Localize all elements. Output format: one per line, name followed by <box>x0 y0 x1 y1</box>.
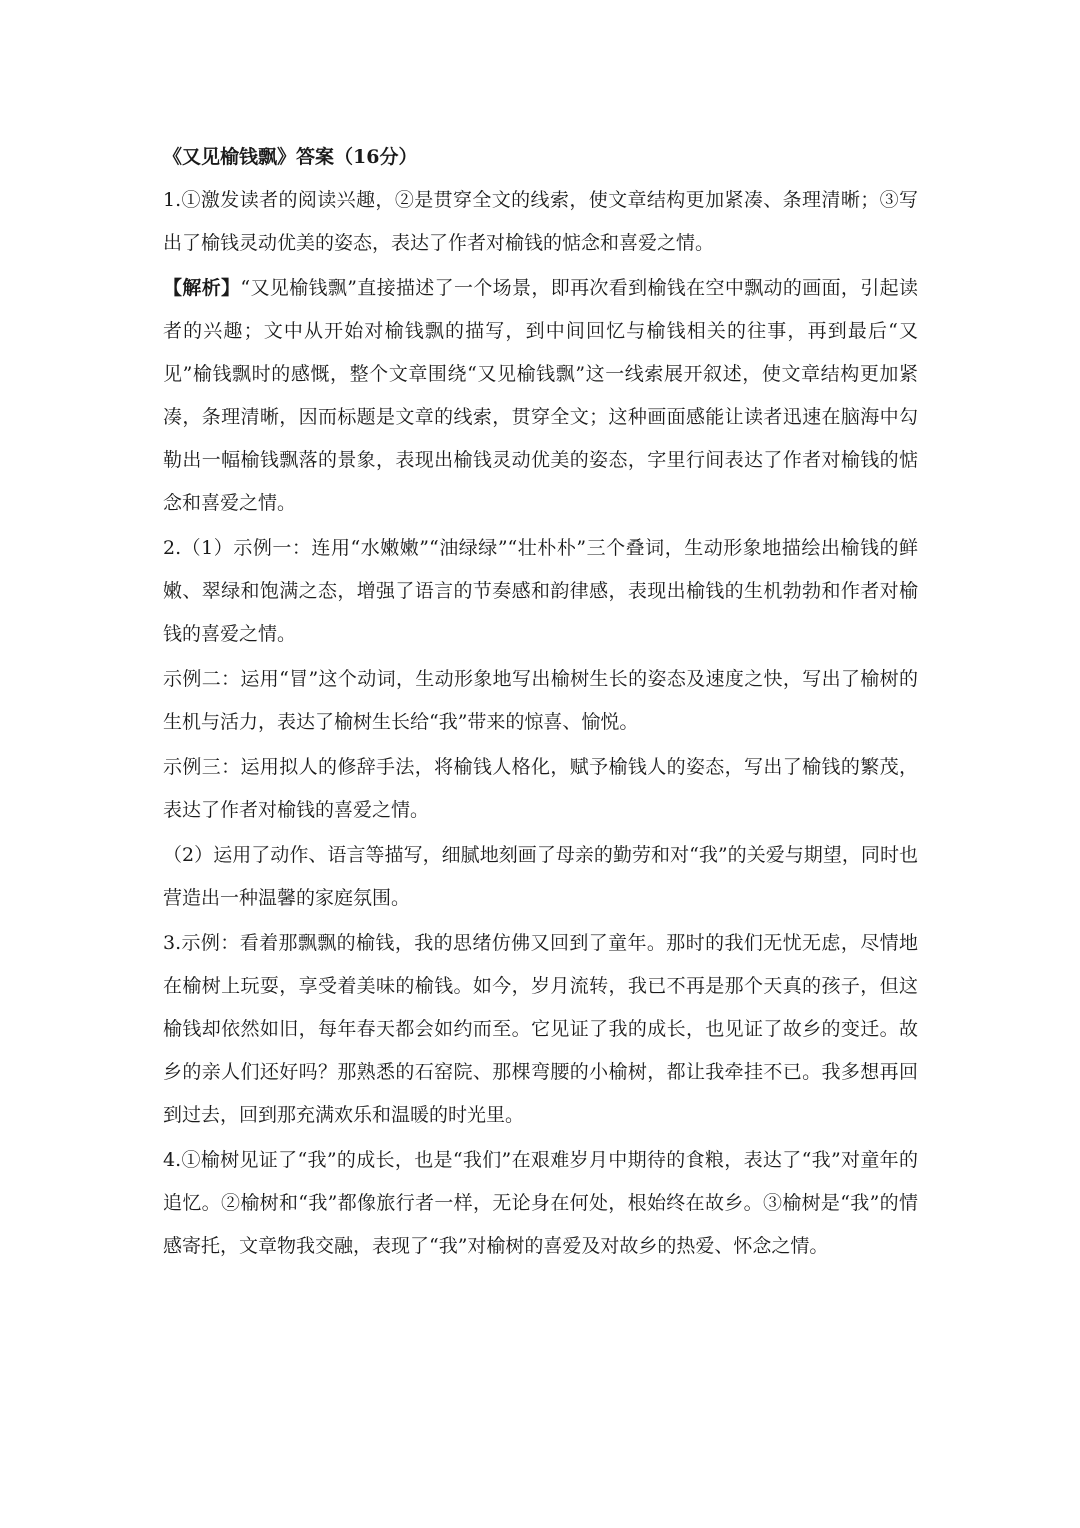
answer-1-analysis <box>163 267 918 525</box>
answer-1 <box>163 179 918 265</box>
answer-4 <box>163 1139 918 1268</box>
answer-2-1-example-1-text: 2.（1）示例一：连用“水嫩嫩”“油绿绿”“壮朴朴”三个叠词，生动形象地描绘出榆钱的鲜嫩、翠绿和饱满之态，增强了语言的节奏感和韵律感，表现出榆钱的生机勃勃和作者对榆钱的喜爱之情。 <box>163 537 918 645</box>
answer-2-1-example-3 <box>163 746 918 832</box>
answer-4-text: 4.①榆树见证了“我”的成长，也是“我们”在艰难岁月中期待的食粮，表达了“我”对童年的追忆。②榆树和“我”都像旅行者一样，无论身在何处，根始终在故乡。③榆树是“我”的情感寄托，文章物我交融，表现了“我”对榆树的喜爱及对故乡的热爱、怀念之情。 <box>163 1149 918 1257</box>
answer-2-1-example-1 <box>163 527 918 656</box>
answer-2-2-text: （2）运用了动作、语言等描写，细腻地刻画了母亲的勤劳和对“我”的关爱与期望，同时也营造出一种温馨的家庭氛围。 <box>163 844 918 909</box>
answer-2-1-example-3-text: 示例三：运用拟人的修辞手法，将榆钱人格化，赋予榆钱人的姿态，写出了榆钱的繁茂，表达了作者对榆钱的喜爱之情。 <box>163 756 918 821</box>
answer-3 <box>163 922 918 1137</box>
analysis-text: “又见榆钱飘”直接描述了一个场景，即再次看到榆钱在空中飘动的画面，引起读者的兴趣；文中从开始对榆钱飘的描写，到中间回忆与榆钱相关的往事，再到最后“又见”榆钱飘时的感慨，整个文章围绕“又见榆钱飘”这一线索展开叙述，使文章结构更加紧凑，条理清晰，因而标题是文章的线索，贯穿全文；这种画面感能让读者迅速在脑海中勾勒出一幅榆钱飘落的景象，表现出榆钱灵动优美的姿态，字里行间表达了作者对榆钱的惦念和喜爱之情。 <box>163 277 918 514</box>
answer-3-text: 3.示例：看着那飘飘的榆钱，我的思绪仿佛又回到了童年。那时的我们无忧无虑，尽情地在榆树上玩耍，享受着美味的榆钱。如今，岁月流转，我已不再是那个天真的孩子，但这榆钱却依然如旧，每年春天都会如约而至。它见证了我的成长，也见证了故乡的变迁。故乡的亲人们还好吗？那熟悉的石窑院、那棵弯腰的小榆树，都让我牵挂不已。我多想再回到过去，回到那充满欢乐和温暖的时光里。 <box>163 932 918 1126</box>
answer-1-text: 1.①激发读者的阅读兴趣，②是贯穿全文的线索，使文章结构更加紧凑、条理清晰；③写出了榆钱灵动优美的姿态，表达了作者对榆钱的惦念和喜爱之情。 <box>163 189 918 254</box>
document-title: 《又见榆钱飘》答案（16分） <box>163 146 418 168</box>
answer-2-1-example-2-text: 示例二：运用“冒”这个动词，生动形象地写出榆树生长的姿态及速度之快，写出了榆树的生机与活力，表达了榆树生长给“我”带来的惊喜、愉悦。 <box>163 668 918 733</box>
answer-content <box>163 136 918 1270</box>
answer-2-2 <box>163 834 918 920</box>
analysis-tag: 【解析】 <box>163 277 241 299</box>
answer-2-1-example-2 <box>163 658 918 744</box>
